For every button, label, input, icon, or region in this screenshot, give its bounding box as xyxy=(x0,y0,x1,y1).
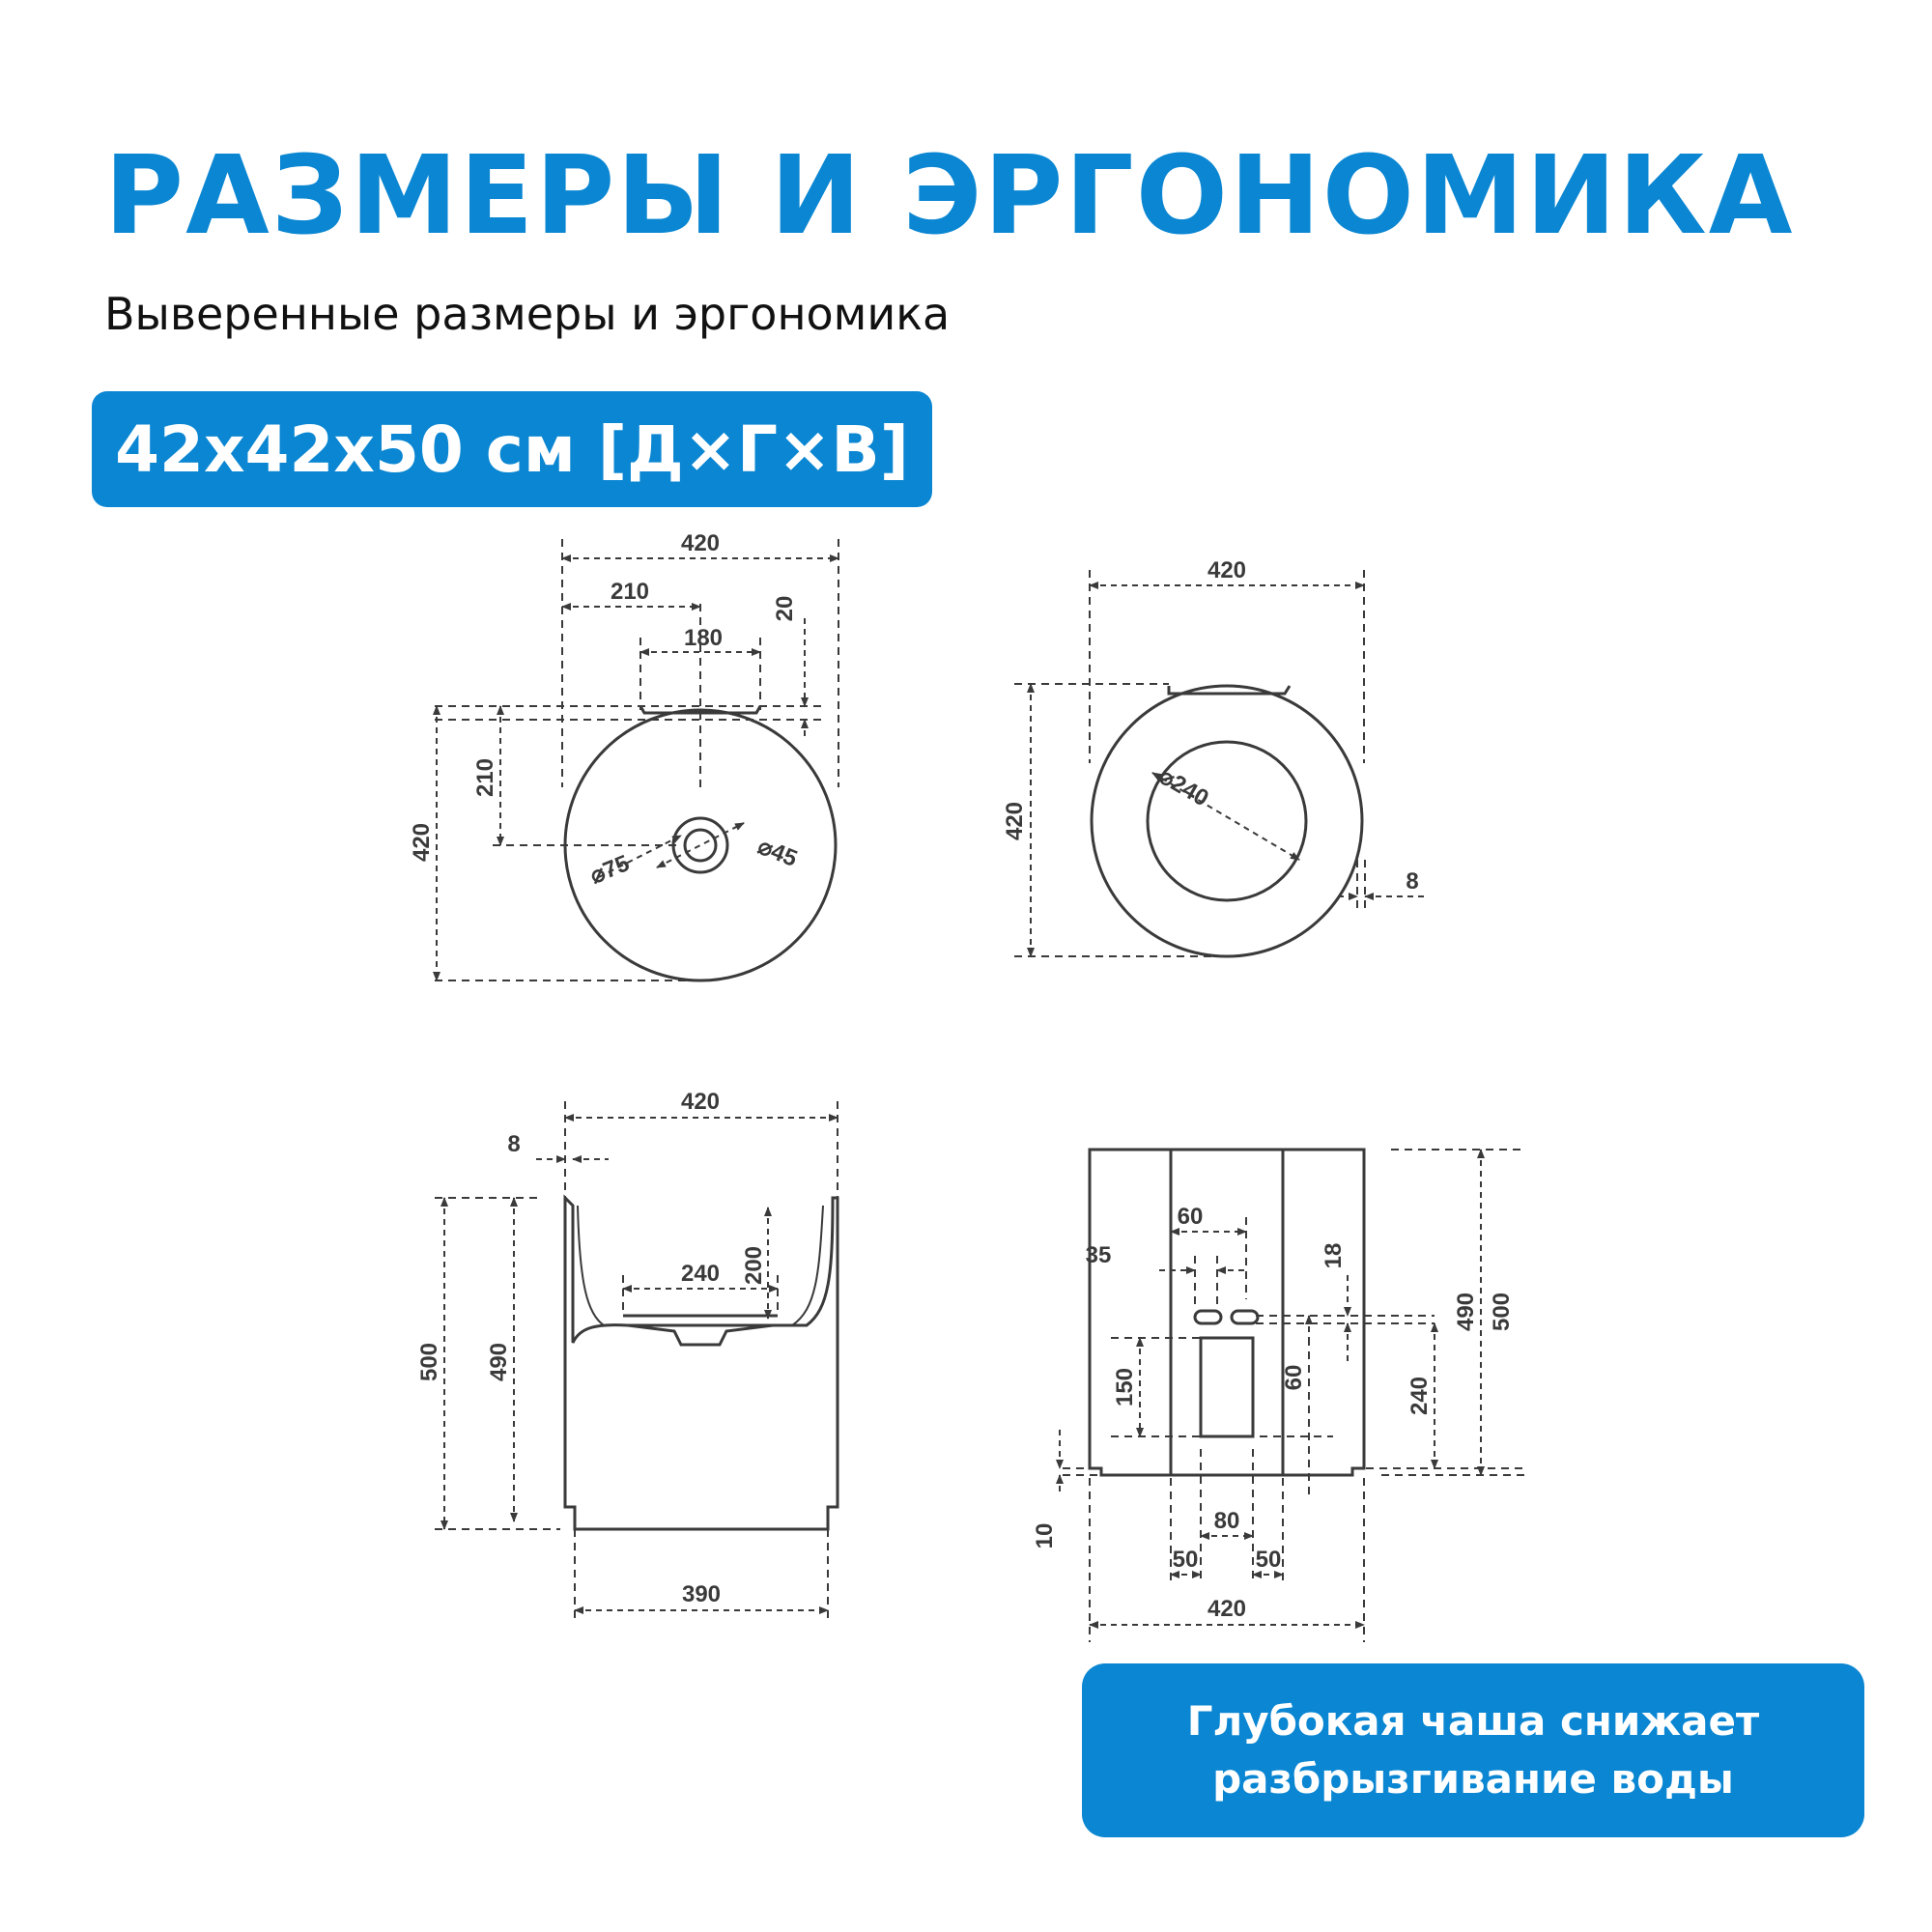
dim-20: 20 xyxy=(772,595,798,622)
dim-420-section: 420 xyxy=(680,1089,721,1115)
back-outline xyxy=(1090,1150,1364,1475)
dim-210-top: 210 xyxy=(610,579,650,605)
slot-left xyxy=(1195,1311,1221,1323)
dim-dia45: ⌀45 xyxy=(753,833,802,872)
dim-390-section: 390 xyxy=(681,1581,722,1607)
dim-240-back: 240 xyxy=(1406,1376,1433,1416)
dim-dia75: ⌀75 xyxy=(586,850,634,890)
page-title: РАЗМЕРЫ И ЭРГОНОМИКА xyxy=(104,133,1795,259)
page-subtitle: Выверенные размеры и эргономика xyxy=(104,288,951,340)
dim-50-right: 50 xyxy=(1255,1547,1282,1573)
dim-420-side: 420 xyxy=(409,822,435,863)
dim-200-section: 200 xyxy=(741,1245,767,1286)
dim-420: 420 xyxy=(680,530,721,556)
top-view-drain-labels xyxy=(409,530,801,890)
dim-35: 35 xyxy=(1085,1242,1112,1268)
dim-240-section: 240 xyxy=(680,1261,721,1287)
dim-60-top: 60 xyxy=(1177,1204,1204,1230)
dim-50-left: 50 xyxy=(1172,1547,1199,1573)
dim-dia240: ⌀240 xyxy=(1154,762,1213,812)
top-view-bowl xyxy=(1014,570,1425,956)
dim-490-back: 490 xyxy=(1453,1292,1479,1332)
dim-420-back: 420 xyxy=(1207,1596,1247,1622)
drain-inner xyxy=(685,830,716,861)
basin-outer xyxy=(1092,686,1362,956)
back-view-labels xyxy=(1032,1204,1515,1622)
dim-18: 18 xyxy=(1321,1242,1347,1269)
dim-60-side: 60 xyxy=(1281,1364,1307,1391)
back-window xyxy=(1201,1338,1253,1436)
dim-8-right: 8 xyxy=(1406,868,1419,895)
dim-10: 10 xyxy=(1032,1522,1058,1549)
dim-80: 80 xyxy=(1213,1508,1240,1534)
feature-badge-text: Глубокая чаша снижает разбрызгивание воды xyxy=(1186,1697,1760,1803)
drain-section xyxy=(623,1316,778,1345)
dimensions-badge-text: 42x42x50 см [Д×Г×В] xyxy=(115,412,909,487)
drain-outer xyxy=(673,818,727,872)
slot-right xyxy=(1232,1311,1258,1323)
dim-180: 180 xyxy=(683,625,724,651)
dim-8-section: 8 xyxy=(507,1131,521,1157)
dim-490-section: 490 xyxy=(486,1342,512,1382)
dim-150: 150 xyxy=(1112,1367,1138,1407)
dim-500-back: 500 xyxy=(1489,1292,1515,1332)
section-outline xyxy=(565,1198,838,1529)
dim-210-side: 210 xyxy=(472,757,498,798)
top-view-bowl-labels xyxy=(1002,557,1419,895)
dim-420-side-right: 420 xyxy=(1002,801,1028,841)
dim-500-section: 500 xyxy=(416,1342,442,1382)
feature-badge xyxy=(1082,1663,1864,1837)
dim-420-top-right: 420 xyxy=(1207,557,1247,583)
